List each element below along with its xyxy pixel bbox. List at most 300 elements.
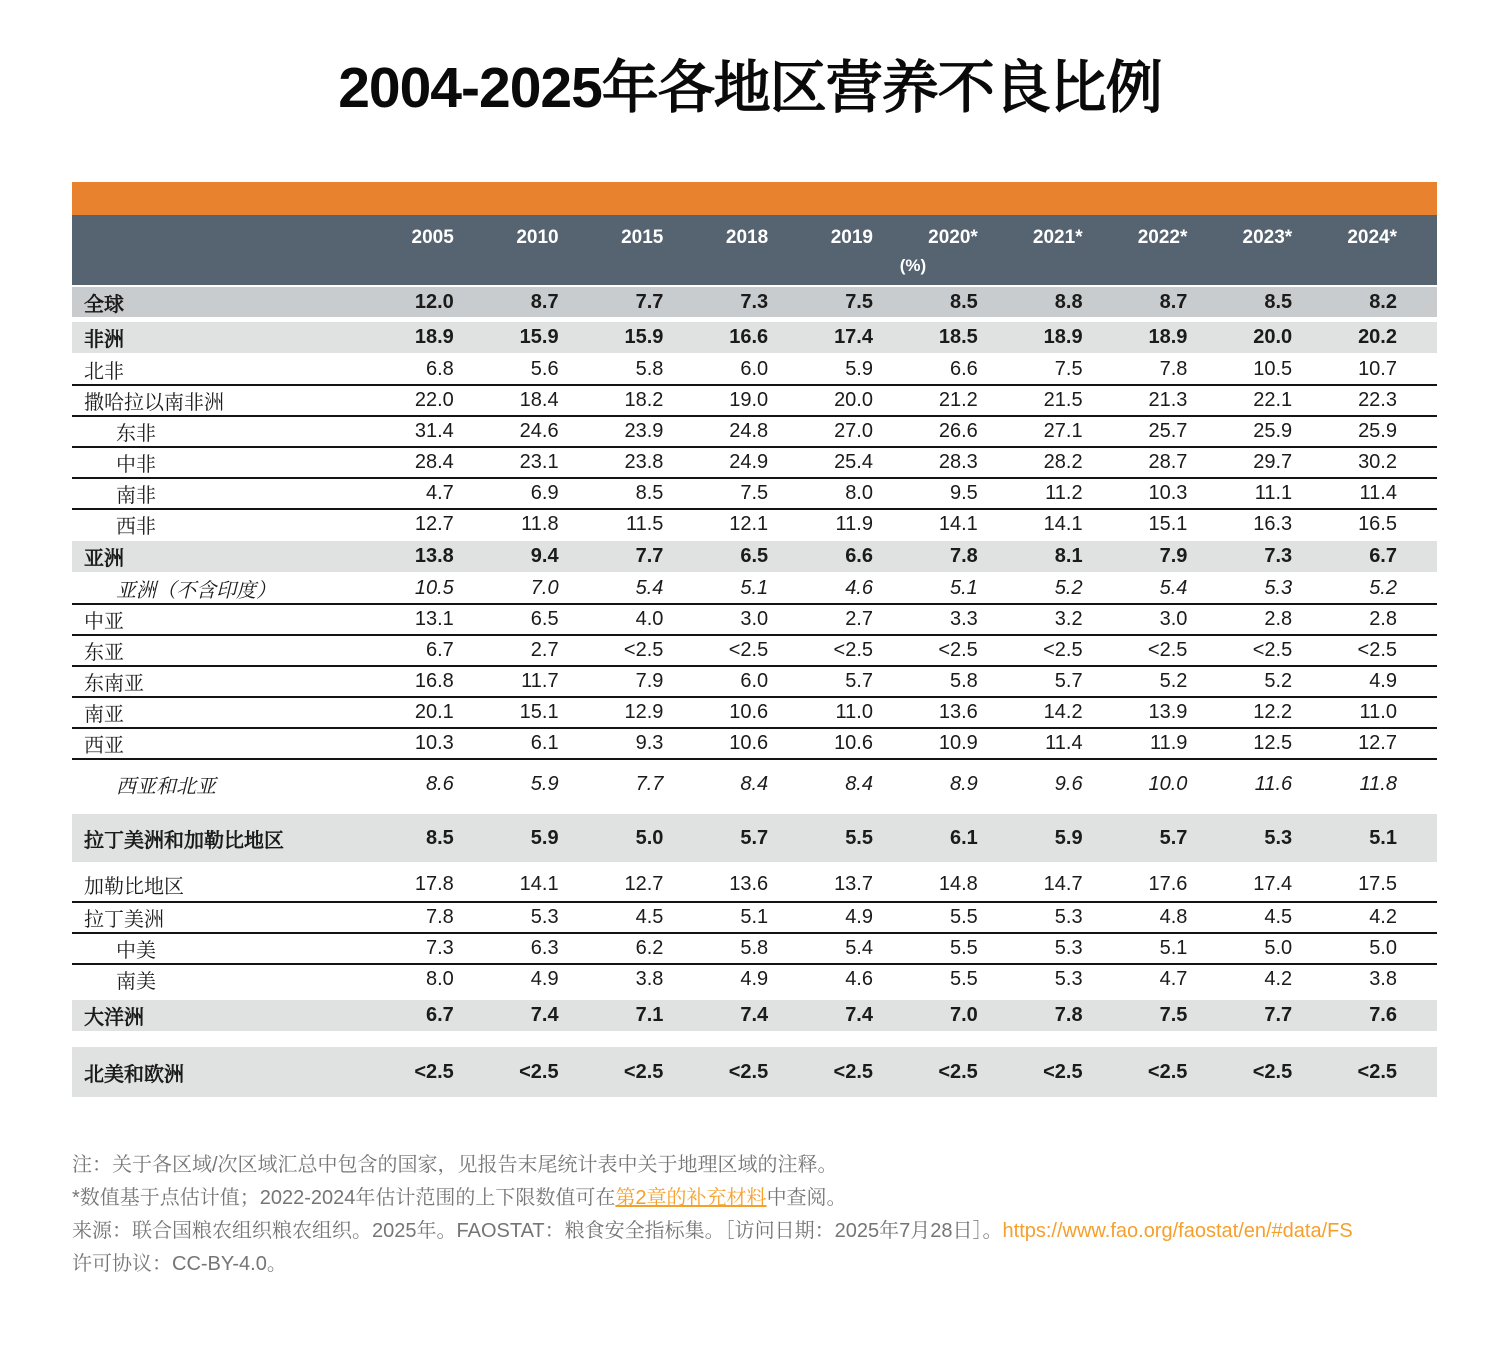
- footnote-license: [72, 1248, 1440, 1281]
- region-label: 东南亚: [84, 673, 144, 695]
- region-label: 拉丁美洲和加勒比地区: [84, 829, 284, 852]
- value-cell: 7.4: [740, 1004, 769, 1026]
- region-label: 非洲: [84, 329, 124, 351]
- value-cell: 5.3: [1264, 577, 1293, 599]
- value-cell: 6.7: [425, 639, 454, 661]
- value-cell: 6.0: [740, 670, 769, 692]
- value-cell: 23.9: [624, 420, 664, 442]
- footnote-asterisk: [72, 1182, 1440, 1215]
- region-label: 西亚和北亚: [116, 775, 216, 798]
- value-cell: 25.9: [1253, 420, 1293, 442]
- region-label: 拉丁美洲: [84, 909, 164, 931]
- value-cell: 18.4: [519, 389, 559, 411]
- value-cell: 5.9: [845, 358, 873, 380]
- value-cell: 11.8: [1359, 772, 1397, 795]
- value-cell: <2.5: [414, 1060, 454, 1083]
- value-cell: 7.3: [1264, 545, 1293, 567]
- value-cell: 12.5: [1253, 732, 1293, 754]
- value-cell: <2.5: [728, 639, 769, 661]
- value-cell: 14.1: [1043, 513, 1083, 535]
- table-row: [72, 934, 1437, 965]
- value-cell: 14.2: [1043, 701, 1083, 723]
- value-cell: 18.5: [938, 326, 978, 348]
- value-cell: 5.3: [1264, 826, 1293, 849]
- value-cell: 5.1: [1159, 937, 1188, 959]
- value-cell: 7.3: [425, 937, 454, 959]
- value-cell: 5.2: [1159, 670, 1188, 692]
- table-row: [72, 287, 1437, 317]
- value-cell: 7.6: [1369, 1004, 1397, 1026]
- value-cell: 2.8: [1369, 608, 1397, 630]
- value-cell: 5.2: [1264, 670, 1293, 692]
- value-cell: <2.5: [1147, 1060, 1188, 1083]
- region-label: 亚洲（不含印度）: [116, 580, 276, 602]
- value-cell: 4.9: [1369, 670, 1397, 692]
- footnote-note-text: 注：关于各区域/次区域汇总中包含的国家，见报告末尾统计表中关于地理区域的注释。: [72, 1154, 838, 1176]
- value-cell: 7.5: [845, 290, 873, 313]
- value-cell: 4.2: [1369, 906, 1397, 928]
- region-label: 西非: [116, 516, 156, 538]
- value-cell: <2.5: [728, 1060, 769, 1083]
- value-cell: 5.5: [949, 968, 978, 990]
- region-label: 大洋洲: [84, 1007, 144, 1029]
- value-cell: 4.9: [740, 968, 769, 990]
- value-cell: 13.6: [729, 873, 769, 895]
- value-cell: 27.0: [834, 420, 873, 442]
- value-cell: 6.1: [530, 732, 559, 754]
- region-label: 全球: [84, 293, 124, 316]
- table-row: [72, 510, 1437, 539]
- value-cell: 7.8: [949, 545, 978, 567]
- value-cell: 5.8: [949, 670, 978, 692]
- value-cell: 11.2: [1045, 482, 1083, 504]
- value-cell: 5.6: [530, 358, 559, 380]
- value-cell: 4.7: [1159, 968, 1188, 990]
- table-row: [72, 574, 1437, 605]
- value-cell: 5.7: [845, 670, 873, 692]
- region-label: 北非: [84, 361, 124, 383]
- year-column-header: 2022*: [1137, 227, 1188, 248]
- value-cell: 15.1: [1148, 513, 1188, 535]
- value-cell: 10.6: [729, 732, 769, 754]
- value-cell: 6.3: [530, 937, 559, 959]
- value-cell: 3.8: [1369, 968, 1397, 990]
- value-cell: 2.7: [845, 608, 873, 630]
- value-cell: <2.5: [1252, 1060, 1293, 1083]
- value-cell: 20.1: [414, 701, 454, 723]
- region-label: 西亚: [84, 735, 124, 757]
- value-cell: 29.7: [1253, 451, 1293, 473]
- value-cell: 8.5: [949, 290, 978, 313]
- value-cell: 6.0: [740, 358, 769, 380]
- year-column-header: 2005: [411, 227, 454, 248]
- table-row: [72, 698, 1437, 729]
- value-cell: 22.1: [1253, 389, 1293, 411]
- value-cell: <2.5: [623, 639, 664, 661]
- value-cell: 3.3: [949, 608, 978, 630]
- value-cell: 12.0: [414, 290, 454, 313]
- value-cell: 28.4: [414, 451, 454, 473]
- value-cell: 10.3: [414, 732, 454, 754]
- unit-label: (%): [899, 256, 927, 275]
- value-cell: 11.1: [1254, 482, 1293, 504]
- footnotes: [72, 1149, 1440, 1281]
- value-cell: 10.6: [834, 732, 873, 754]
- value-cell: 7.7: [635, 772, 664, 795]
- value-cell: 6.6: [949, 358, 978, 380]
- value-cell: 5.1: [740, 577, 769, 599]
- value-cell: 6.5: [740, 545, 769, 567]
- value-cell: 7.0: [530, 577, 559, 599]
- footnote-asterisk-prefix: *数值基于点估计值；2022-2024年估计范围的上下限数值可在: [72, 1187, 616, 1209]
- value-cell: <2.5: [938, 639, 978, 661]
- value-cell: 5.9: [530, 772, 559, 795]
- value-cell: 12.7: [624, 873, 664, 895]
- table-row: [72, 903, 1437, 934]
- value-cell: 3.8: [635, 968, 664, 990]
- value-cell: 10.9: [938, 732, 978, 754]
- year-column-header: 2018: [725, 227, 769, 248]
- value-cell: 9.3: [635, 732, 664, 754]
- value-cell: 5.5: [845, 826, 873, 849]
- value-cell: 11.5: [625, 513, 664, 535]
- value-cell: 15.9: [624, 326, 664, 348]
- footnote-source-text: 来源：联合国粮农组织粮农组织。2025年。FAOSTAT：粮食安全指标集。［访问日期：2025年7月28日］。: [72, 1220, 1003, 1242]
- value-cell: 5.2: [1369, 577, 1397, 599]
- value-cell: 12.1: [729, 513, 769, 535]
- value-cell: 7.4: [845, 1004, 873, 1026]
- value-cell: 13.6: [938, 701, 978, 723]
- value-cell: 7.8: [1159, 358, 1188, 380]
- region-label: 南非: [116, 485, 156, 507]
- value-cell: 12.7: [1358, 732, 1397, 754]
- value-cell: 30.2: [1358, 451, 1397, 473]
- value-cell: 6.7: [425, 1004, 454, 1026]
- table-row: [72, 448, 1437, 479]
- value-cell: 8.8: [1054, 290, 1083, 313]
- value-cell: 20.0: [834, 389, 873, 411]
- value-cell: 6.9: [530, 482, 559, 504]
- value-cell: 22.3: [1358, 389, 1397, 411]
- value-cell: 11.0: [835, 701, 873, 723]
- value-cell: 5.4: [635, 577, 664, 599]
- value-cell: 17.6: [1148, 873, 1188, 895]
- value-cell: 28.2: [1043, 451, 1083, 473]
- value-cell: 22.0: [414, 389, 454, 411]
- value-cell: 17.4: [1253, 873, 1293, 895]
- value-cell: 28.3: [938, 451, 978, 473]
- value-cell: 5.8: [635, 358, 664, 380]
- value-cell: 5.5: [949, 906, 978, 928]
- table-row: [72, 1047, 1437, 1097]
- value-cell: 21.3: [1148, 389, 1188, 411]
- table-row: [72, 868, 1437, 903]
- value-cell: 10.5: [1253, 358, 1293, 380]
- year-column-header: 2021*: [1032, 227, 1083, 248]
- value-cell: 7.8: [1054, 1004, 1083, 1026]
- table-row: [72, 760, 1437, 808]
- value-cell: 6.5: [530, 608, 559, 630]
- value-cell: 7.9: [635, 670, 664, 692]
- value-cell: 13.7: [834, 873, 873, 895]
- value-cell: 3.2: [1054, 608, 1083, 630]
- value-cell: 6.7: [1369, 545, 1397, 567]
- table-row: [72, 667, 1437, 698]
- value-cell: 5.4: [1159, 577, 1188, 599]
- value-cell: 10.5: [414, 577, 454, 599]
- value-cell: 4.0: [635, 608, 664, 630]
- value-cell: 3.0: [1159, 608, 1188, 630]
- value-cell: 5.0: [1369, 937, 1397, 959]
- value-cell: 8.1: [1054, 545, 1083, 567]
- value-cell: 8.4: [740, 772, 769, 795]
- value-cell: 13.9: [1148, 701, 1188, 723]
- value-cell: 16.5: [1358, 513, 1397, 535]
- value-cell: 7.4: [530, 1004, 559, 1026]
- value-cell: <2.5: [833, 1060, 873, 1083]
- region-label: 中美: [116, 940, 156, 962]
- value-cell: 9.4: [530, 545, 559, 567]
- value-cell: 21.2: [938, 389, 978, 411]
- chapter2-supplement-link[interactable]: 第2章的补充材料: [615, 1187, 767, 1209]
- value-cell: 25.9: [1358, 420, 1397, 442]
- value-cell: <2.5: [1357, 639, 1397, 661]
- value-cell: 4.6: [845, 968, 873, 990]
- value-cell: 7.0: [949, 1004, 978, 1026]
- value-cell: 24.8: [729, 420, 769, 442]
- value-cell: 24.9: [729, 451, 769, 473]
- value-cell: 5.4: [845, 937, 873, 959]
- table-row: [72, 479, 1437, 510]
- value-cell: 5.7: [740, 826, 769, 849]
- value-cell: 9.6: [1054, 772, 1083, 795]
- table-row: [72, 417, 1437, 448]
- value-cell: 18.9: [414, 326, 454, 348]
- value-cell: 8.7: [1159, 290, 1188, 313]
- value-cell: 4.5: [635, 906, 664, 928]
- value-cell: 28.7: [1148, 451, 1188, 473]
- value-cell: 6.2: [635, 937, 664, 959]
- value-cell: 10.3: [1148, 482, 1188, 504]
- value-cell: 14.1: [519, 873, 559, 895]
- value-cell: 11.7: [521, 670, 559, 692]
- value-cell: 8.5: [425, 826, 454, 849]
- value-cell: 25.4: [834, 451, 873, 473]
- value-cell: 10.6: [729, 701, 769, 723]
- value-cell: 5.3: [1054, 906, 1083, 928]
- year-column-header: 2010: [516, 227, 559, 248]
- table-row: [72, 386, 1437, 417]
- value-cell: <2.5: [519, 1060, 559, 1083]
- value-cell: <2.5: [1357, 1060, 1397, 1083]
- year-column-header: 2023*: [1242, 227, 1293, 248]
- value-cell: 8.6: [425, 772, 454, 795]
- value-cell: 31.4: [414, 420, 454, 442]
- table-row: [72, 1000, 1437, 1031]
- value-cell: 12.9: [624, 701, 664, 723]
- value-cell: 15.1: [519, 701, 559, 723]
- page-title: 2004-2025年各地区营养不良比例: [338, 56, 1162, 120]
- table-row: [72, 729, 1437, 760]
- value-cell: 8.0: [425, 968, 454, 990]
- value-cell: 11.6: [1254, 772, 1293, 795]
- value-cell: 4.9: [530, 968, 559, 990]
- value-cell: 8.0: [845, 482, 873, 504]
- value-cell: 4.9: [845, 906, 873, 928]
- value-cell: 8.7: [530, 290, 559, 313]
- value-cell: 7.9: [1159, 545, 1188, 567]
- footnote-license-text: 许可协议：CC-BY-4.0。: [72, 1253, 287, 1275]
- year-column-header: 2015: [621, 227, 664, 248]
- value-cell: 5.2: [1054, 577, 1083, 599]
- table-accent-bar: [72, 182, 1437, 215]
- value-cell: 14.1: [938, 513, 978, 535]
- value-cell: 5.1: [740, 906, 769, 928]
- value-cell: 26.6: [938, 420, 978, 442]
- table-row: [72, 355, 1437, 386]
- table-row: [72, 322, 1437, 353]
- value-cell: 5.1: [949, 577, 978, 599]
- value-cell: 17.8: [414, 873, 454, 895]
- value-cell: 6.1: [949, 826, 978, 849]
- value-cell: 5.8: [740, 937, 769, 959]
- value-cell: 18.9: [1148, 326, 1188, 348]
- value-cell: 7.3: [740, 290, 769, 313]
- table-body: [72, 285, 1437, 1097]
- year-header-row: [72, 215, 1437, 249]
- value-cell: 7.7: [1264, 1004, 1293, 1026]
- table-row: [72, 605, 1437, 636]
- region-label: 东亚: [84, 642, 124, 664]
- value-cell: 5.3: [1054, 937, 1083, 959]
- value-cell: 10.0: [1148, 772, 1188, 795]
- value-cell: <2.5: [938, 1060, 978, 1083]
- value-cell: 12.7: [414, 513, 454, 535]
- value-cell: 11.8: [521, 513, 559, 535]
- value-cell: 13.1: [414, 608, 454, 630]
- footnote-note: [72, 1149, 1440, 1182]
- value-cell: 5.7: [1159, 826, 1188, 849]
- value-cell: 2.7: [530, 639, 559, 661]
- value-cell: 16.6: [729, 326, 769, 348]
- value-cell: 5.5: [949, 937, 978, 959]
- region-label: 南美: [116, 971, 156, 993]
- value-cell: 10.7: [1358, 358, 1397, 380]
- value-cell: 8.9: [949, 772, 978, 795]
- empty-corner-cell: [72, 227, 389, 249]
- value-cell: 8.2: [1369, 290, 1397, 313]
- value-cell: 17.5: [1358, 873, 1397, 895]
- value-cell: 7.7: [635, 545, 664, 567]
- value-cell: 21.5: [1043, 389, 1083, 411]
- year-column-header: 2019: [830, 227, 873, 248]
- value-cell: <2.5: [1043, 1060, 1083, 1083]
- region-label: 东非: [116, 423, 156, 445]
- value-cell: 24.6: [519, 420, 559, 442]
- value-cell: 4.2: [1264, 968, 1293, 990]
- year-column-header: 2024*: [1347, 227, 1397, 248]
- value-cell: 5.3: [530, 906, 559, 928]
- value-cell: 7.5: [1159, 1004, 1188, 1026]
- value-cell: 4.8: [1159, 906, 1188, 928]
- value-cell: 8.5: [635, 482, 664, 504]
- value-cell: 7.5: [1054, 358, 1083, 380]
- value-cell: 16.8: [414, 670, 454, 692]
- value-cell: 11.0: [1359, 701, 1397, 723]
- value-cell: 6.8: [425, 358, 454, 380]
- value-cell: 11.9: [835, 513, 873, 535]
- value-cell: 18.9: [1043, 326, 1083, 348]
- footnote-asterisk-suffix: 中查阅。: [766, 1187, 847, 1209]
- value-cell: 5.9: [530, 826, 559, 849]
- value-cell: 25.7: [1148, 420, 1188, 442]
- value-cell: 17.4: [834, 326, 873, 348]
- value-cell: 2.8: [1264, 608, 1293, 630]
- region-label: 南亚: [84, 704, 124, 726]
- value-cell: 3.0: [740, 608, 769, 630]
- value-cell: 11.9: [1149, 732, 1188, 754]
- region-label: 中非: [116, 454, 156, 476]
- value-cell: 5.9: [1054, 826, 1083, 849]
- value-cell: 7.5: [740, 482, 769, 504]
- value-cell: 4.5: [1264, 906, 1293, 928]
- value-cell: <2.5: [623, 1060, 664, 1083]
- region-label: 北美和欧洲: [84, 1063, 184, 1086]
- value-cell: 20.0: [1253, 326, 1293, 348]
- value-cell: 23.8: [624, 451, 664, 473]
- value-cell: 23.1: [519, 451, 559, 473]
- value-cell: 5.0: [1264, 937, 1293, 959]
- region-label: 撒哈拉以南非洲: [84, 392, 224, 414]
- value-cell: 4.6: [845, 577, 873, 599]
- value-cell: 12.2: [1253, 701, 1293, 723]
- value-cell: 15.9: [519, 326, 559, 348]
- value-cell: 5.7: [1054, 670, 1083, 692]
- value-cell: 4.7: [425, 482, 454, 504]
- value-cell: 5.0: [635, 826, 664, 849]
- region-label: 亚洲: [84, 548, 124, 570]
- table-header: [72, 215, 1437, 285]
- value-cell: 14.7: [1043, 873, 1083, 895]
- value-cell: 8.5: [1264, 290, 1293, 313]
- value-cell: 5.1: [1369, 826, 1397, 849]
- value-cell: 9.5: [949, 482, 978, 504]
- value-cell: 18.2: [624, 389, 664, 411]
- table-row: [72, 541, 1437, 572]
- value-cell: 6.6: [845, 545, 873, 567]
- value-cell: 20.2: [1358, 326, 1397, 348]
- value-cell: 11.4: [1359, 482, 1397, 504]
- faostat-url-link[interactable]: https://www.fao.org/faostat/en/#data/FS: [1002, 1220, 1353, 1242]
- value-cell: 14.8: [938, 873, 978, 895]
- value-cell: 8.4: [845, 772, 873, 795]
- value-cell: <2.5: [1043, 639, 1083, 661]
- year-column-header: 2020*: [928, 227, 978, 248]
- value-cell: 27.1: [1043, 420, 1083, 442]
- value-cell: 19.0: [729, 389, 769, 411]
- nutrition-table: [72, 182, 1437, 1097]
- region-label: 加勒比地区: [84, 876, 184, 898]
- value-cell: <2.5: [1252, 639, 1293, 661]
- value-cell: <2.5: [1147, 639, 1188, 661]
- value-cell: 16.3: [1253, 513, 1293, 535]
- value-cell: <2.5: [833, 639, 873, 661]
- value-cell: 11.4: [1045, 732, 1083, 754]
- table-row: [72, 965, 1437, 994]
- table-row: [72, 814, 1437, 862]
- footnote-source: [72, 1215, 1440, 1248]
- value-cell: 5.3: [1054, 968, 1083, 990]
